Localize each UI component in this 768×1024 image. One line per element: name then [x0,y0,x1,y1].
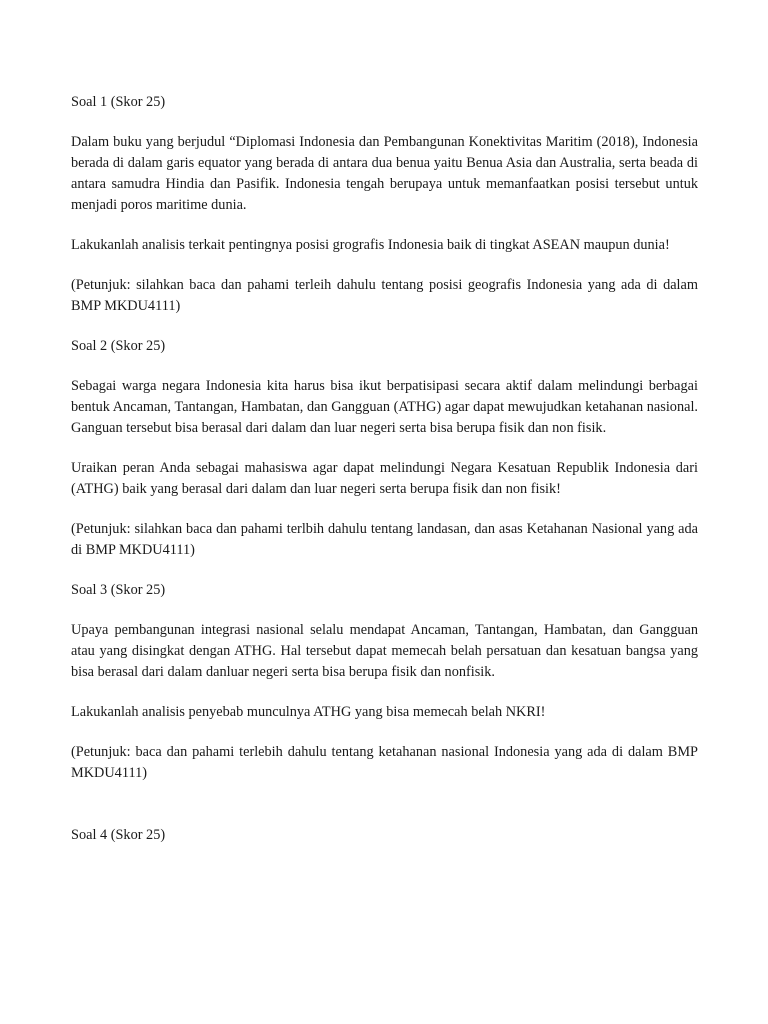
soal-2-paragraph: Sebagai warga negara Indonesia kita harus bisa ikut berpatisipasi secara aktif dalam melindungi berbagai bentuk Ancaman, Tantangan, Hambatan, dan Gangguan (ATHG) agar dapat mewujudkan ketahanan nasional. Ganguan tersebut bisa berasal dari dalam dan luar negeri serta bisa berupa fisik dan non fisik. [71,378,698,436]
soal-1-hint: (Petunjuk: silahkan baca dan pahami terleih dahulu tentang posisi geografis Indonesia yang ada di dalam BMP MKDU4111) [71,277,698,314]
document-body [71,92,698,865]
soal-1-question: Lakukanlah analisis terkait pentingnya posisi grografis Indonesia baik di tingkat ASEAN maupun dunia! [71,237,670,253]
soal-3-heading: Soal 3 (Skor 25) [71,582,166,598]
soal-3-paragraph: Upaya pembangunan integrasi nasional selalu mendapat Ancaman, Tantangan, Hambatan, dan Gangguan atau yang disingkat dengan ATHG. Hal tersebut dapat memecah belah persatuan dan kesatuan bangsa yang bisa berasal dari dalam danluar negeri serta bisa berupa fisik dan nonfisik. [71,622,698,680]
soal-4-heading: Soal 4 (Skor 25) [71,827,166,843]
soal-1-heading: Soal 1 (Skor 25) [71,94,166,110]
soal-1-paragraph: Dalam buku yang berjudul “Diplomasi Indonesia dan Pembangunan Konektivitas Maritim (2018), Indonesia berada di dalam garis equator yang berada di antara dua benua yaitu Benua Asia dan Australia, serta beada di antara samudra Hindia dan Pasifik. Indonesia tengah berupaya untuk memanfaatkan posisi tersebut untuk menjadi poros maritime dunia. [71,134,698,213]
soal-2-hint: (Petunjuk: silahkan baca dan pahami terlbih dahulu tentang landasan, dan asas Ketahanan Nasional yang ada di BMP MKDU4111) [71,521,698,558]
soal-3-question: Lakukanlah analisis penyebab munculnya ATHG yang bisa memecah belah NKRI! [71,704,546,720]
soal-2-heading: Soal 2 (Skor 25) [71,338,166,354]
soal-2-question: Uraikan peran Anda sebagai mahasiswa agar dapat melindungi Negara Kesatuan Republik Indonesia dari (ATHG) baik yang berasal dari dalam dan luar negeri serta berupa fisik dan non fisik! [71,460,698,497]
soal-3-hint: (Petunjuk: baca dan pahami terlebih dahulu tentang ketahanan nasional Indonesia yang ada di dalam BMP MKDU4111) [71,744,698,781]
